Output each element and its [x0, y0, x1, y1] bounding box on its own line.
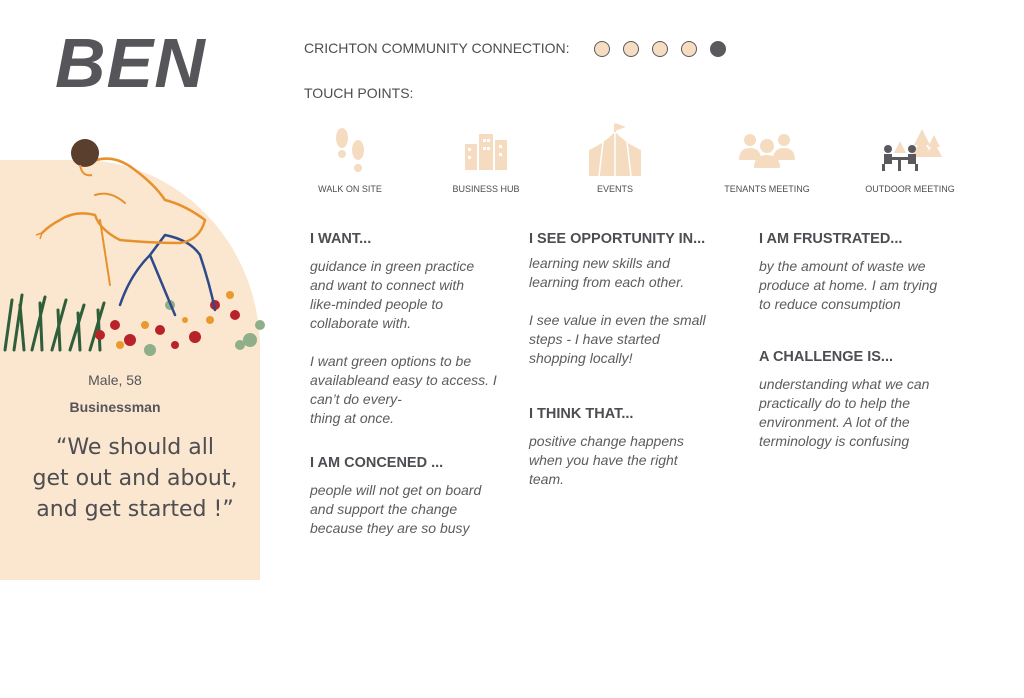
section-text: positive change happens when you have the right team. [529, 433, 684, 487]
connection-rating [594, 41, 726, 57]
people-group-icon [737, 130, 797, 170]
section-want [310, 231, 520, 428]
touch-point-walk [290, 122, 410, 194]
section-heading: I SEE OPPORTUNITY IN... [529, 231, 706, 247]
touch-point-label: WALK ON SITE [318, 184, 382, 194]
quote-line: “We should all [56, 435, 214, 460]
touch-point-business-hub [426, 122, 546, 194]
rating-dot [594, 41, 610, 57]
section-concerned [310, 455, 520, 538]
rating-dot [681, 41, 697, 57]
section-text: understanding what we can practically do to help the environment. A lot of the terminology is confusing [759, 376, 930, 449]
section-text: learning new skills and learning from each other. I see value in even the small steps - I have started shopping locally! [529, 255, 706, 366]
tent-icon [585, 122, 645, 178]
connection-label: CRICHTON COMMUNITY CONNECTION: [304, 40, 570, 56]
section-heading: A CHALLENGE IS... [759, 349, 893, 365]
touch-point-label: TENANTS MEETING [724, 184, 810, 194]
section-heading: I THINK THAT... [529, 406, 634, 422]
demographics: Male, 58 [88, 372, 142, 388]
section-text: guidance in green practice and want to connect with like-minded people to collaborate with. I want green options to be availableand easy to access. I can’t do every- thing at once. [310, 258, 497, 426]
section-heading: I WANT... [310, 231, 372, 247]
section-text: people will not get on board and support the change because they are so busy [310, 482, 482, 536]
section-opportunity [529, 231, 739, 368]
rating-dot [623, 41, 639, 57]
touch-point-label: BUSINESS HUB [452, 184, 520, 194]
footprints-icon [330, 124, 370, 176]
touch-point-tenants-meeting [707, 122, 827, 194]
rating-dot [652, 41, 668, 57]
person-gardening-illustration [0, 125, 290, 365]
buildings-icon [463, 130, 509, 170]
persona-quote [20, 432, 250, 525]
touch-point-outdoor-meeting [850, 122, 970, 194]
quote-line: get out and about, [32, 466, 238, 491]
section-text: by the amount of waste we produce at home. I am trying to reduce consumption [759, 258, 938, 312]
section-heading: I AM CONCENED ... [310, 455, 444, 471]
rating-dot-selected [710, 41, 726, 57]
section-heading: I AM FRUSTRATED... [759, 231, 903, 247]
touch-point-events [555, 122, 675, 194]
quote-line: and get started !” [36, 497, 234, 522]
section-think [529, 406, 739, 489]
outdoor-meeting-icon [878, 127, 942, 173]
occupation: Businessman [69, 399, 161, 415]
section-frustrated [759, 231, 969, 314]
persona-name: BEN [55, 24, 206, 102]
section-challenge [759, 349, 969, 451]
touch-point-label: EVENTS [596, 184, 633, 194]
touch-point-label: OUTDOOR MEETING [865, 184, 955, 194]
touch-points-label: TOUCH POINTS: [304, 85, 414, 101]
